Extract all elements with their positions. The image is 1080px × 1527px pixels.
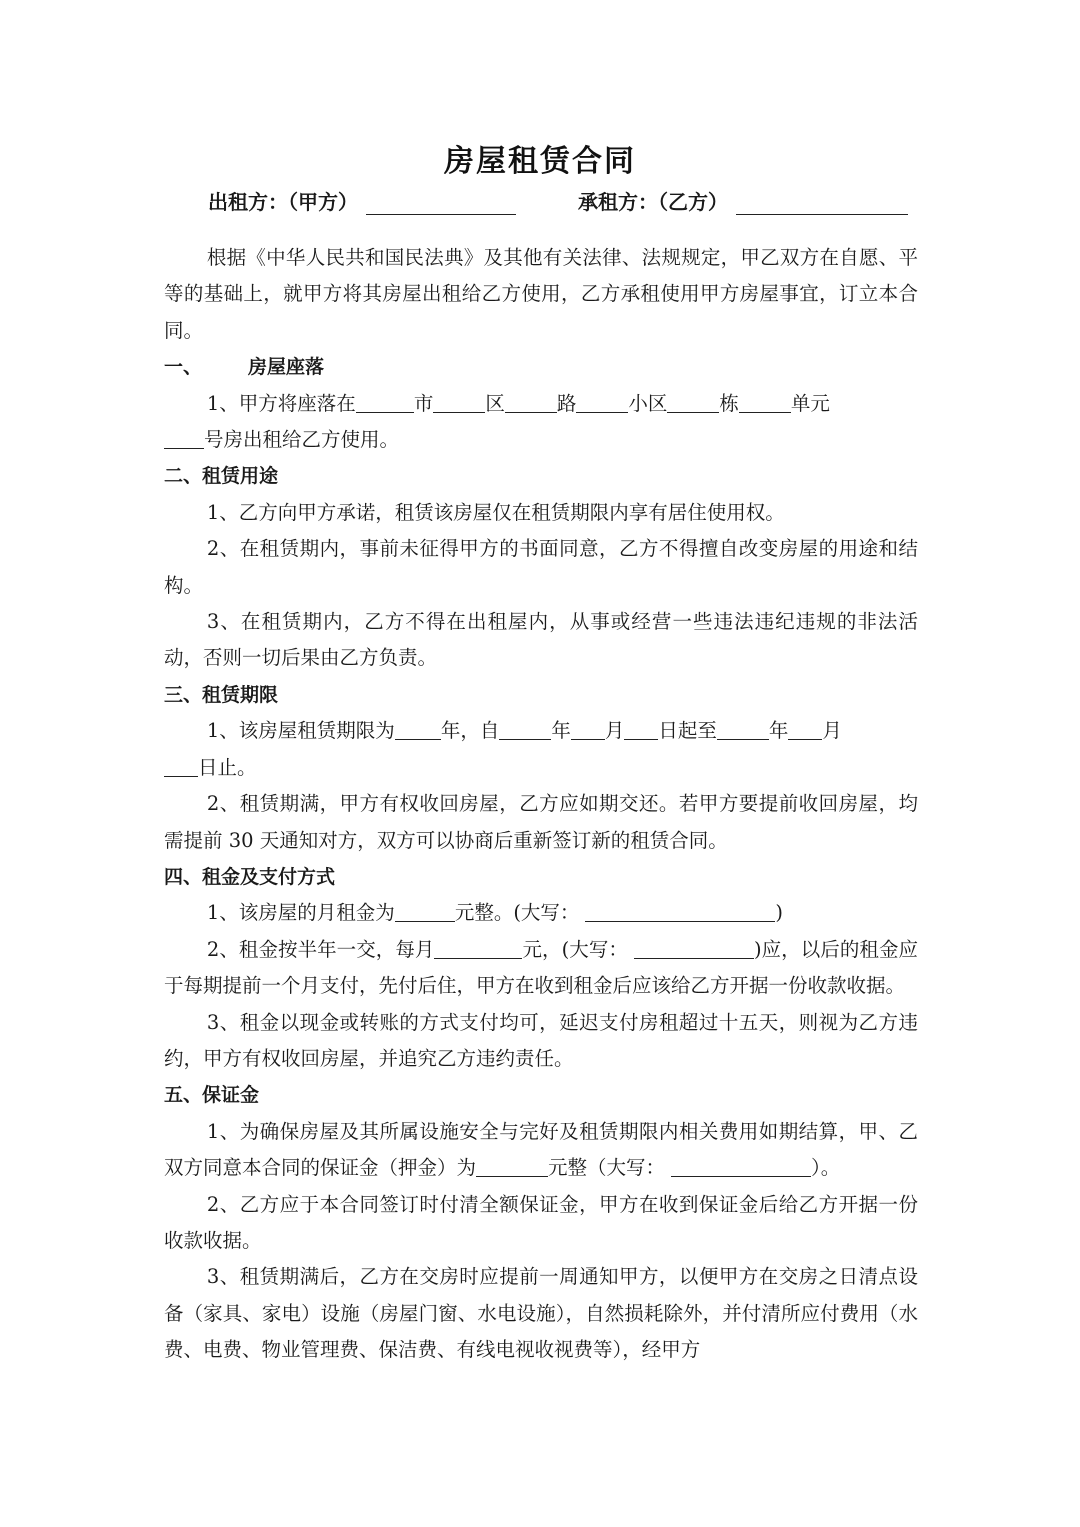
deposit-clause-1: 1、为确保房屋及其所属设施安全与完好及租赁期限内相关费用如期结算，甲、乙双方同意本合同的保证金（押金）为 元整（大写： ）。	[164, 1119, 918, 1180]
building-blank	[667, 388, 719, 413]
deposit-clause-3: 3、租赁期满后，乙方在交房时应提前一周通知甲方，以便甲方在交房之日清点设备（家具、家电）设施（房屋门窗、水电设施），自然损耗除外，并付清所应付费用（水费、电费、物业管理费、保洁费、有线电视收视费等），经甲方	[164, 1265, 918, 1362]
rent-clause-3: 3、租金以现金或转账的方式支付均可，延迟支付房租超过十五天，则视为乙方违约，甲方有权收回房屋，并追究乙方违约责任。	[164, 1010, 918, 1070]
start-month-blank	[571, 715, 605, 740]
monthly-rent-blank	[395, 897, 455, 922]
purpose-clause-1: 1、乙方向甲方承诺，租赁该房屋仅在租赁期限内享有居住使用权。	[206, 500, 785, 524]
district-blank	[433, 388, 485, 413]
lessee-field	[578, 186, 908, 215]
deposit-amount-blank	[476, 1152, 548, 1177]
parties-line	[208, 186, 928, 220]
section-heading-location: 一、 房屋座落	[164, 356, 325, 379]
section-heading-term: 三、租赁期限	[164, 683, 279, 706]
purpose-clause-2: 2、在租赁期内，事前未征得甲方的书面同意，乙方不得擅自改变房屋的用途和结构。	[164, 537, 918, 597]
half-year-rent-words-blank	[634, 934, 754, 959]
years-blank	[395, 715, 441, 740]
preamble-paragraph: 根据《中华人民共和国民法典》及其他有关法律、法规规定，甲乙双方在自愿、平等的基础上，就甲方将其房屋出租给乙方使用，乙方承租使用甲方房屋事宜，订立本合同。	[164, 246, 918, 342]
end-day-blank	[164, 752, 198, 777]
section-heading-deposit: 五、保证金	[164, 1084, 260, 1107]
end-month-blank	[788, 715, 822, 740]
monthly-rent-words-blank	[585, 897, 775, 922]
term-clause-2: 2、租赁期满，甲方有权收回房屋，乙方应如期交还。若甲方要提前收回房屋，均需提前 30 天通知对方，双方可以协商后重新签订新的租赁合同。	[164, 792, 918, 852]
rent-clause-1: 1、该房屋的月租金为 元整。(大写： )	[164, 895, 918, 931]
start-year-blank	[499, 715, 551, 740]
lessor-field	[208, 186, 516, 215]
deposit-words-blank	[671, 1152, 811, 1177]
location-clause: 1、甲方将座落在 市 区 路 小区 栋 单元 号房出租给乙方使用。	[164, 386, 918, 459]
lessee-label: 承租方：（乙方）	[578, 190, 728, 214]
section-heading-rent: 四、租金及支付方式	[164, 865, 336, 888]
end-year-blank	[717, 715, 769, 740]
purpose-clause-3: 3、在租赁期内，乙方不得在出租屋内，从事或经营一些违法违纪违规的非法活动，否则一切后果由乙方负责。	[164, 610, 918, 670]
contract-body	[164, 240, 918, 1369]
lessor-label: 出租方：（甲方）	[208, 190, 358, 214]
unit-blank	[739, 388, 791, 413]
lessor-blank	[366, 192, 516, 215]
half-year-rent-blank	[434, 934, 522, 959]
deposit-clause-2: 2、乙方应于本合同签订时付清全额保证金，甲方在收到保证金后给乙方开据一份收款收据。	[164, 1192, 918, 1252]
section-heading-purpose: 二、租赁用途	[164, 465, 279, 488]
road-blank	[505, 388, 557, 413]
rent-clause-2: 2、租金按半年一交，每月 元，(大写： )应，以后的租金应于每期提前一个月支付，先付后住，甲方在收到租金后应该给乙方开据一份收款收据。	[164, 932, 918, 1005]
community-blank	[576, 388, 628, 413]
room-blank	[164, 424, 204, 449]
start-day-blank	[624, 715, 658, 740]
lessee-blank	[736, 192, 908, 215]
document-title: 房屋租赁合同	[444, 144, 636, 179]
term-clause-1: 1、该房屋租赁期限为 年，自 年 月 日起至 年 月 日止。	[164, 713, 918, 786]
city-blank	[356, 388, 414, 413]
